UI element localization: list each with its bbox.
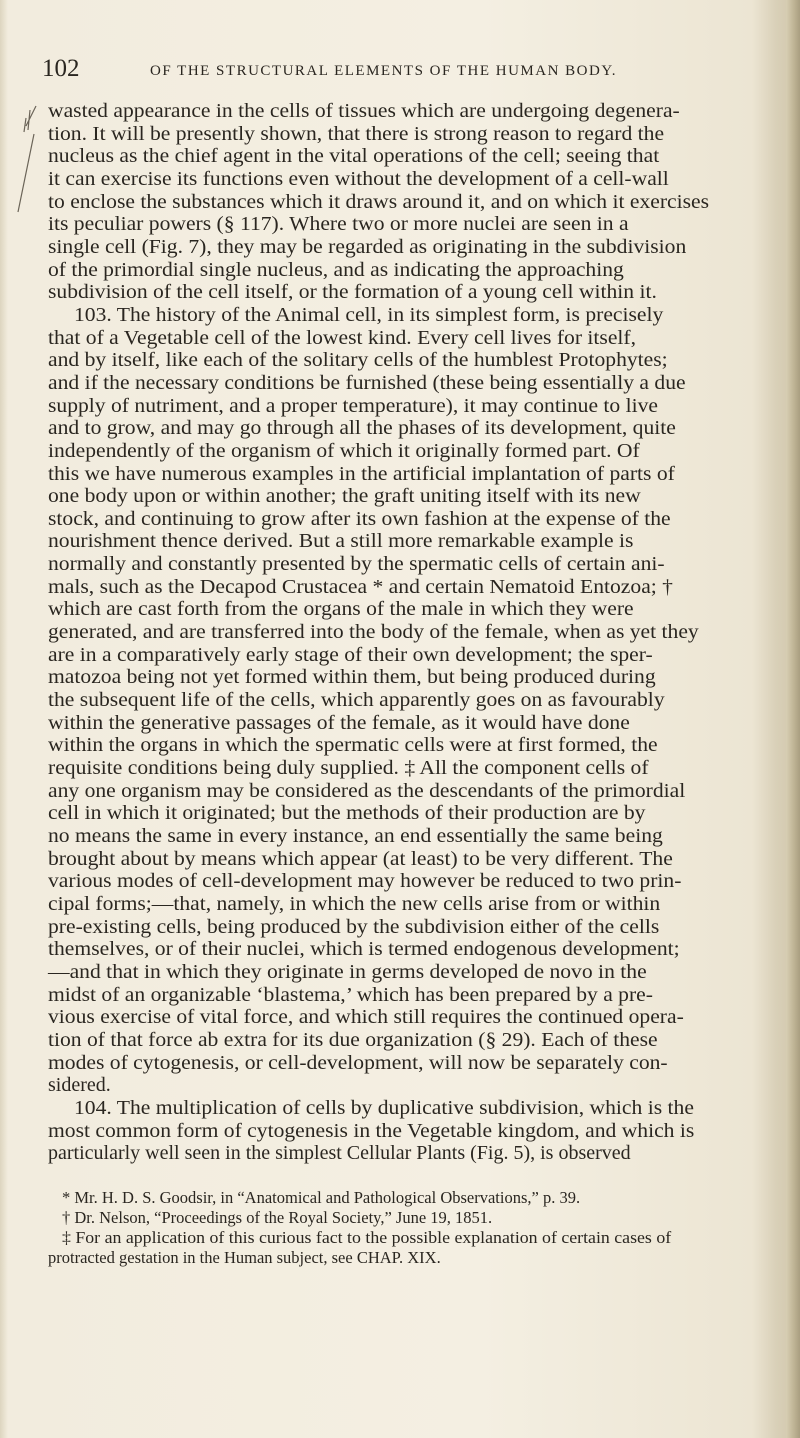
footnote [48, 1248, 788, 1268]
text-line [48, 304, 788, 327]
text-line-content: cell in which it originated; but the methods of their production are by [48, 802, 646, 825]
text-line [48, 1029, 788, 1052]
text-line [48, 349, 788, 372]
text-line-content: vious exercise of vital force, and which still requires the continued opera- [48, 1006, 684, 1029]
text-line-content: to enclose the substances which it draws around it, and on which it exercises [48, 190, 710, 213]
text-line-content: brought about by means which appear (at least) to be very different. The [48, 847, 673, 870]
text-line [48, 213, 788, 236]
text-line [48, 825, 788, 848]
text-line-content: its peculiar powers (§ 117). Where two or more nuclei are seen in a [48, 213, 629, 236]
text-line-content: matozoa being not yet formed within them, but being produced during [48, 666, 656, 689]
text-line-content: particularly well seen in the simplest Cellular Plants (Fig. 5), is observed [48, 1142, 631, 1165]
text-line [48, 372, 788, 395]
text-line-content: and to grow, and may go through all the phases of its development, quite [48, 417, 676, 440]
text-line-content: modes of cytogenesis, or cell-development, will now be separately con- [48, 1051, 668, 1074]
text-line-content: cipal forms;—that, namely, in which the new cells arise from or within [48, 892, 661, 915]
text-line-content: tion. It will be presently shown, that there is strong reason to regard the [48, 122, 665, 145]
text-line [48, 463, 788, 486]
text-line [48, 168, 788, 191]
text-line-content: wasted appearance in the cells of tissues which are undergoing degenera- [48, 100, 680, 122]
text-line [48, 598, 788, 621]
page-number: 102 [42, 55, 80, 82]
text-line [48, 848, 788, 871]
text-line [48, 1097, 788, 1120]
text-line [48, 236, 788, 259]
text-line-content: supply of nutriment, and a proper temperature), it may continue to live [48, 394, 659, 417]
footnote-text: * Mr. H. D. S. Goodsir, in “Anatomical and Pathological Observations,” p. 39. [62, 1188, 581, 1207]
text-line [48, 621, 788, 644]
text-line-content: nourishment thence derived. But a still more remarkable example is [48, 530, 634, 553]
text-line [48, 984, 788, 1007]
text-line-content: independently of the organism of which it originally formed part. Of [48, 439, 640, 462]
text-line-content: most common form of cytogenesis in the Vegetable kingdom, and which is [48, 1119, 695, 1142]
text-line [48, 508, 788, 531]
margin-pencil-mark [14, 104, 44, 214]
text-line [48, 644, 788, 667]
text-line [48, 1006, 788, 1029]
footnote [48, 1208, 788, 1228]
text-line-content: tion of that force ab extra for its due organization (§ 29). Each of these [48, 1028, 658, 1051]
text-line-content: stock, and continuing to grow after its own fashion at the expense of the [48, 507, 671, 530]
footnote [48, 1188, 788, 1208]
text-line [48, 780, 788, 803]
text-line-content: within the generative passages of the female, as it would have done [48, 711, 630, 734]
text-line-content: midst of an organizable ‘blastema,’ which has been prepared by a pre- [48, 983, 653, 1006]
text-line [48, 123, 788, 146]
text-line [48, 712, 788, 735]
text-line-content: themselves, or of their nuclei, which is termed endogenous development; [48, 938, 680, 961]
text-line [48, 259, 788, 282]
text-line [48, 757, 788, 780]
text-line-content: generated, and are transferred into the body of the female, when as yet they [48, 621, 699, 644]
text-line [48, 327, 788, 350]
text-line-content: —and that in which they originate in germs developed de novo in the [48, 960, 647, 983]
text-line [48, 961, 788, 984]
text-line-content: various modes of cell-development may however be reduced to two prin- [48, 870, 682, 893]
text-line-content: mals, such as the Decapod Crustacea * and certain Nematoid Entozoa; † [48, 575, 673, 598]
text-line-content: are in a comparatively early stage of their own development; the sper- [48, 643, 653, 666]
text-line-content: subdivision of the cell itself, or the formation of a young cell within it. [48, 281, 657, 304]
text-line [48, 689, 788, 712]
text-line-content: normally and constantly presented by the spermatic cells of certain ani- [48, 553, 665, 576]
text-line-content: no means the same in every instance, an end essentially the same being [48, 825, 663, 847]
text-line [48, 530, 788, 553]
page-right-edge [786, 0, 800, 1438]
text-line-content: sidered. [48, 1074, 111, 1097]
running-title: OF THE STRUCTURAL ELEMENTS OF THE HUMAN BODY. [150, 63, 617, 79]
page-left-shadow [0, 0, 8, 1438]
text-line [48, 100, 788, 123]
text-line-content: which are cast forth from the organs of the male in which they were [48, 598, 634, 621]
footnote [48, 1228, 788, 1248]
page-header [0, 54, 800, 84]
text-line-content: 104. The multiplication of cells by duplicative subdivision, which is the [74, 1096, 694, 1119]
text-line [48, 734, 788, 757]
text-line-content: of the primordial single nucleus, and as indicating the approaching [48, 258, 624, 281]
text-line [48, 802, 788, 825]
text-line-content: one body upon or within another; the graft uniting itself with its new [48, 485, 641, 508]
text-line-content: requisite conditions being duly supplied. ‡ All the component cells of [48, 757, 649, 780]
text-line [48, 191, 788, 214]
text-line [48, 1120, 788, 1143]
text-line [48, 870, 788, 893]
text-line [48, 576, 788, 599]
text-line-content: nucleus as the chief agent in the vital operations of the cell; seeing that [48, 145, 660, 168]
text-line [48, 666, 788, 689]
body-text [48, 100, 788, 1165]
text-line [48, 417, 788, 440]
text-line [48, 281, 788, 304]
footnote-text: protracted gestation in the Human subject, see CHAP. XIX. [48, 1248, 441, 1267]
text-line [48, 553, 788, 576]
footnote-text: † Dr. Nelson, “Proceedings of the Royal Society,” June 19, 1851. [62, 1208, 493, 1227]
text-line [48, 893, 788, 916]
text-line-content: pre-existing cells, being produced by the subdivision either of the cells [48, 915, 660, 938]
text-line [48, 938, 788, 961]
text-line [48, 1074, 788, 1097]
footnotes [48, 1188, 788, 1268]
text-line-content: single cell (Fig. 7), they may be regarded as originating in the subdivision [48, 235, 687, 258]
text-line [48, 145, 788, 168]
text-line [48, 440, 788, 463]
text-line-content: the subsequent life of the cells, which apparently goes on as favourably [48, 689, 665, 712]
text-line-content: this we have numerous examples in the artificial implantation of parts of [48, 462, 675, 485]
text-line-content: any one organism may be considered as the descendants of the primordial [48, 779, 686, 802]
text-line-content: and if the necessary conditions be furnished (these being essentially a due [48, 371, 686, 394]
text-line-content: it can exercise its functions even without the development of a cell-wall [48, 167, 669, 190]
text-line-content: 103. The history of the Animal cell, in its simplest form, is precisely [74, 303, 664, 326]
text-line [48, 1052, 788, 1075]
text-line-content: that of a Vegetable cell of the lowest kind. Every cell lives for itself, [48, 326, 637, 349]
footnote-text: ‡ For an application of this curious fact to the possible explanation of certain cases of [62, 1228, 672, 1247]
text-line [48, 485, 788, 508]
text-line [48, 916, 788, 939]
text-line-content: within the organs in which the spermatic cells were at first formed, the [48, 734, 658, 757]
text-line [48, 1142, 788, 1165]
text-line-content: and by itself, like each of the solitary cells of the humblest Protophytes; [48, 349, 668, 372]
text-line [48, 395, 788, 418]
